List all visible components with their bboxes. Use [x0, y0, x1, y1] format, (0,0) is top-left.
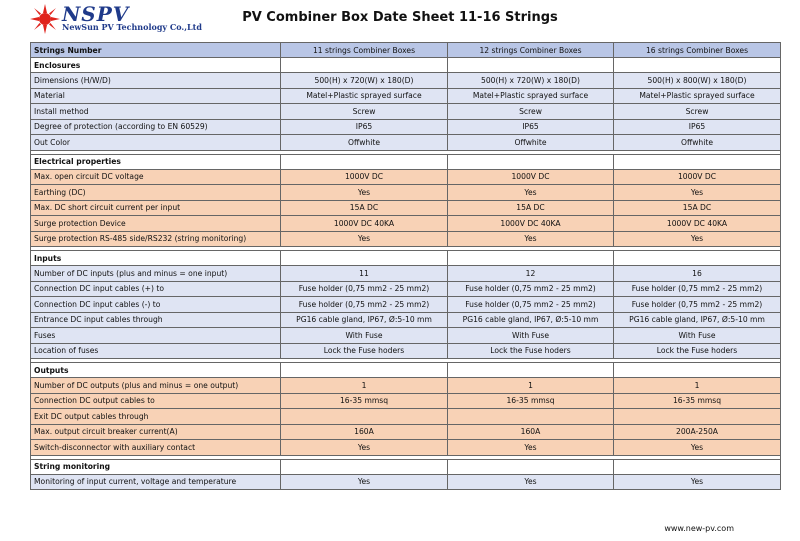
spec-value: Yes — [614, 185, 781, 201]
spec-value: Yes — [281, 231, 448, 247]
spec-value: 500(H) x 720(W) x 180(D) — [448, 73, 614, 89]
spec-value: PG16 cable gland, IP67, Ø:5-10 mm — [614, 312, 781, 328]
spec-value: Yes — [448, 231, 614, 247]
spec-label: Entrance DC input cables through — [31, 312, 281, 328]
spec-value: 1000V DC 40KA — [614, 216, 781, 232]
spec-row — [31, 409, 781, 425]
spec-value: 500(H) x 800(W) x 180(D) — [614, 73, 781, 89]
spec-label: Exit DC output cables through — [31, 409, 281, 425]
spec-value: 160A — [448, 424, 614, 440]
section-header-empty-cell — [281, 251, 448, 266]
spec-label: Location of fuses — [31, 343, 281, 359]
spec-value: 1000V DC — [614, 169, 781, 185]
section-header-empty-cell — [281, 154, 448, 169]
spec-value: 15A DC — [448, 200, 614, 216]
logo-brand-text: NSPV — [62, 2, 130, 26]
spec-value: Yes — [614, 440, 781, 456]
spec-label: Max. output circuit breaker current(A) — [31, 424, 281, 440]
section-header-empty-cell — [448, 363, 614, 378]
spec-label: Earthing (DC) — [31, 185, 281, 201]
spec-value: Fuse holder (0,75 mm2 - 25 mm2) — [448, 297, 614, 313]
spec-value: IP65 — [614, 119, 781, 135]
spec-row — [31, 266, 781, 282]
spec-row — [31, 169, 781, 185]
section-header-empty-cell — [448, 58, 614, 73]
spec-value: Yes — [448, 185, 614, 201]
spec-value: Yes — [281, 440, 448, 456]
spec-row — [31, 216, 781, 232]
section-header-empty-cell — [448, 251, 614, 266]
spec-value: Fuse holder (0,75 mm2 - 25 mm2) — [448, 281, 614, 297]
spec-label: Connection DC input cables (-) to — [31, 297, 281, 313]
spec-row — [31, 231, 781, 247]
spec-value: Lock the Fuse hoders — [281, 343, 448, 359]
spec-value: 16 — [614, 266, 781, 282]
spec-value: 1000V DC — [281, 169, 448, 185]
spec-label: Surge protection Device — [31, 216, 281, 232]
column-header-label: Strings Number — [31, 43, 281, 58]
spec-row — [31, 73, 781, 89]
section-title: Electrical properties — [31, 154, 281, 169]
spec-value: Yes — [281, 474, 448, 490]
spec-row — [31, 135, 781, 151]
section-title: String monitoring — [31, 459, 281, 474]
spec-value: Matel+Plastic sprayed surface — [614, 88, 781, 104]
spec-label: Number of DC inputs (plus and minus = one input) — [31, 266, 281, 282]
spec-value: 1 — [281, 378, 448, 394]
spec-value: IP65 — [281, 119, 448, 135]
spec-value: 16-35 mmsq — [614, 393, 781, 409]
section-header-empty-cell — [448, 154, 614, 169]
spec-value: IP65 — [448, 119, 614, 135]
spec-value: PG16 cable gland, IP67, Ø:5-10 mm — [448, 312, 614, 328]
page-header — [0, 0, 800, 38]
spec-row — [31, 328, 781, 344]
datasheet-body — [31, 43, 781, 490]
spec-row — [31, 474, 781, 490]
spec-value: PG16 cable gland, IP67, Ø:5-10 mm — [281, 312, 448, 328]
spec-value: 500(H) x 720(W) x 180(D) — [281, 73, 448, 89]
spec-value — [448, 409, 614, 425]
datasheet-table — [30, 42, 781, 490]
spec-value: 12 — [448, 266, 614, 282]
spec-value: Screw — [448, 104, 614, 120]
spec-value: Matel+Plastic sprayed surface — [448, 88, 614, 104]
spec-value: 160A — [281, 424, 448, 440]
spec-label: Dimensions (H/W/D) — [31, 73, 281, 89]
spec-value: 15A DC — [614, 200, 781, 216]
section-header-row — [31, 58, 781, 73]
section-title: Enclosures — [31, 58, 281, 73]
spec-value: With Fuse — [448, 328, 614, 344]
spec-value: Offwhite — [614, 135, 781, 151]
spec-value: With Fuse — [281, 328, 448, 344]
spec-value: Lock the Fuse hoders — [614, 343, 781, 359]
spec-row — [31, 185, 781, 201]
section-header-row — [31, 154, 781, 169]
section-header-empty-cell — [281, 459, 448, 474]
website-url: www.new-pv.com — [664, 524, 734, 533]
spec-value — [614, 409, 781, 425]
spec-label: Out Color — [31, 135, 281, 151]
spec-row — [31, 424, 781, 440]
logo-company-name: NewSun PV Technology Co.,Ltd — [62, 22, 202, 32]
section-header-empty-cell — [614, 154, 781, 169]
section-title: Inputs — [31, 251, 281, 266]
spec-row — [31, 393, 781, 409]
section-header-empty-cell — [614, 251, 781, 266]
spec-value: Offwhite — [281, 135, 448, 151]
section-header-empty-cell — [281, 58, 448, 73]
column-header-11-strings: 11 strings Combiner Boxes — [281, 43, 448, 58]
spec-value: Lock the Fuse hoders — [448, 343, 614, 359]
spec-row — [31, 378, 781, 394]
section-header-empty-cell — [448, 459, 614, 474]
spec-value: Screw — [281, 104, 448, 120]
spec-value: 1 — [614, 378, 781, 394]
spec-label: Max. DC short circuit current per input — [31, 200, 281, 216]
section-title: Outputs — [31, 363, 281, 378]
spec-label: Degree of protection (according to EN 60529) — [31, 119, 281, 135]
spec-row — [31, 119, 781, 135]
spec-value: 16-35 mmsq — [281, 393, 448, 409]
spec-value: Offwhite — [448, 135, 614, 151]
spec-label: Connection DC input cables (+) to — [31, 281, 281, 297]
spec-value: 1000V DC — [448, 169, 614, 185]
spec-value: Matel+Plastic sprayed surface — [281, 88, 448, 104]
spec-row — [31, 200, 781, 216]
spec-value: With Fuse — [614, 328, 781, 344]
spec-row — [31, 440, 781, 456]
section-header-empty-cell — [614, 363, 781, 378]
spec-value: Yes — [614, 474, 781, 490]
spec-value: Fuse holder (0,75 mm2 - 25 mm2) — [614, 281, 781, 297]
spec-row — [31, 104, 781, 120]
spec-label: Switch-disconnector with auxiliary contact — [31, 440, 281, 456]
spec-label: Install method — [31, 104, 281, 120]
spec-row — [31, 343, 781, 359]
spec-label: Number of DC outputs (plus and minus = one output) — [31, 378, 281, 394]
spec-value — [281, 409, 448, 425]
section-header-row — [31, 363, 781, 378]
spec-row — [31, 88, 781, 104]
section-header-row — [31, 251, 781, 266]
spec-value: 16-35 mmsq — [448, 393, 614, 409]
spec-value: Fuse holder (0,75 mm2 - 25 mm2) — [614, 297, 781, 313]
spec-value: 1000V DC 40KA — [281, 216, 448, 232]
spec-value: Yes — [448, 474, 614, 490]
spec-value: Yes — [281, 185, 448, 201]
spec-value: Fuse holder (0,75 mm2 - 25 mm2) — [281, 297, 448, 313]
spec-row — [31, 281, 781, 297]
spec-label: Surge protection RS-485 side/RS232 (string monitoring) — [31, 231, 281, 247]
section-header-empty-cell — [281, 363, 448, 378]
spec-value: 200A-250A — [614, 424, 781, 440]
spec-value: 1000V DC 40KA — [448, 216, 614, 232]
section-header-empty-cell — [614, 459, 781, 474]
section-header-row — [31, 459, 781, 474]
spec-value: Fuse holder (0,75 mm2 - 25 mm2) — [281, 281, 448, 297]
column-header-12-strings: 12 strings Combiner Boxes — [448, 43, 614, 58]
spec-value: Screw — [614, 104, 781, 120]
column-header-16-strings: 16 strings Combiner Boxes — [614, 43, 781, 58]
spec-label: Max. open circuit DC voltage — [31, 169, 281, 185]
spec-label: Monitoring of input current, voltage and temperature — [31, 474, 281, 490]
spec-label: Fuses — [31, 328, 281, 344]
spec-label: Material — [31, 88, 281, 104]
spec-row — [31, 312, 781, 328]
spec-value: 1 — [448, 378, 614, 394]
section-header-empty-cell — [614, 58, 781, 73]
spec-row — [31, 297, 781, 313]
spec-value: 11 — [281, 266, 448, 282]
spec-value: Yes — [614, 231, 781, 247]
spec-label: Connection DC output cables to — [31, 393, 281, 409]
spec-value: 15A DC — [281, 200, 448, 216]
page-title: PV Combiner Box Date Sheet 11-16 Strings — [242, 10, 558, 25]
column-header-row — [31, 43, 781, 58]
spec-value: Yes — [448, 440, 614, 456]
